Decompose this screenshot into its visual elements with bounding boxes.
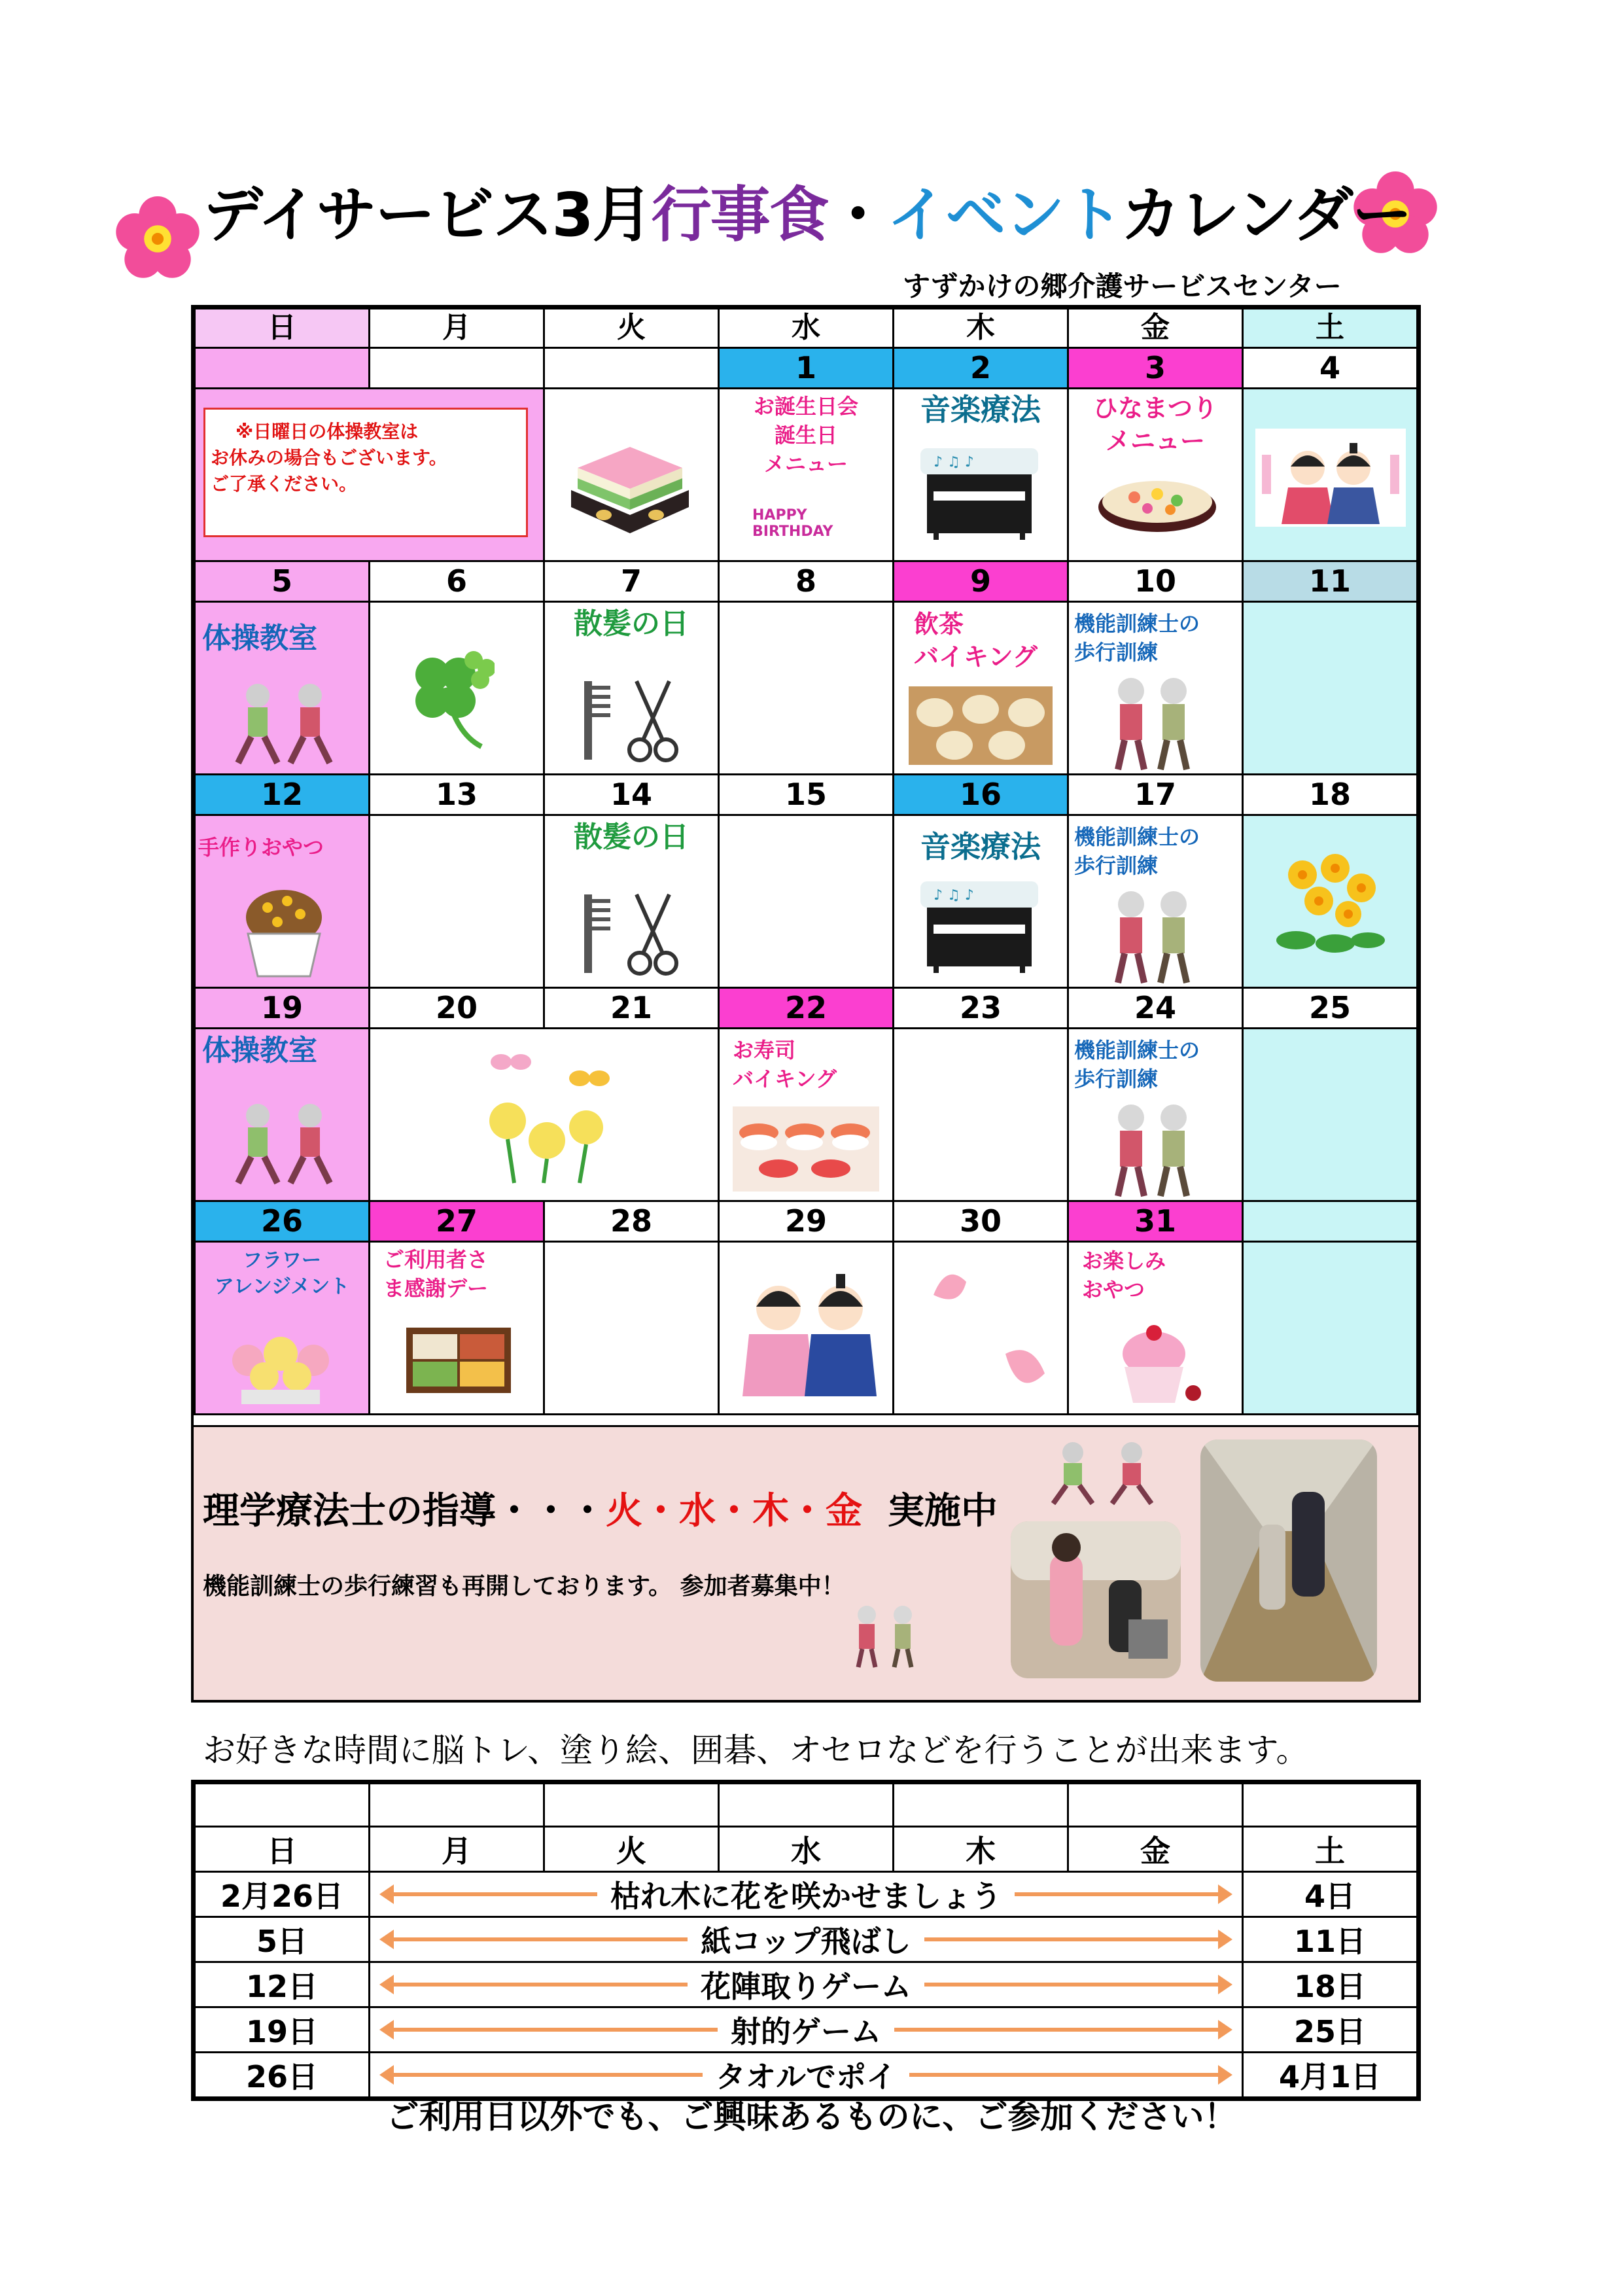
title-part: カレンダー [1120,180,1411,250]
event-label: ご利用者さ ま感謝デー [383,1247,489,1301]
date-cell: 16 [894,775,1068,815]
weekday-label: 土 [1243,309,1418,348]
weekday-label: 木 [894,1827,1068,1872]
weekday-label: 日 [195,309,370,348]
end-date: 4月1日 [1243,2053,1418,2098]
sushi-icon [733,1106,879,1192]
hishimochi-icon [565,429,695,540]
activity-name: 枯れ木に花を咲かせましょう [597,1873,1015,1916]
blank-cell [370,1784,544,1827]
page-title [203,167,1411,250]
day-cell [719,1029,894,1201]
weekday-label: 木 [894,309,1068,348]
date-cell: 17 [1068,775,1243,815]
plum-flower-icon [115,196,200,281]
day-cell [1243,602,1418,775]
date-cell: 12 [195,775,370,815]
activity-schedule [191,1780,1421,2101]
day-cell [544,1242,719,1415]
yellow-flowers-icon [1270,842,1387,953]
free-activities-note: お好きな時間に脳トレ、塗り絵、囲碁、オセロなどを行うことが出来ます。 [203,1731,1309,1769]
therapy-photo [1011,1521,1181,1678]
day-cell [544,602,719,775]
date-cell: 20 [370,988,544,1029]
title-part: 行事食 [651,180,828,250]
date-cell: 25 [1243,988,1418,1029]
event-label: 体操教室 [202,622,317,655]
date-cell: 11 [1243,561,1418,602]
date-cell: 14 [544,775,719,815]
title-part: ・ [828,180,887,250]
chirashi-sushi-icon [1095,461,1219,540]
hina-dolls-icon [733,1262,883,1400]
therapy-heading [203,1482,998,1534]
svg-text:♪ ♫ ♪: ♪ ♫ ♪ [934,454,974,470]
day-cell [370,1029,719,1201]
weekday-label: 水 [719,1827,894,1872]
date-cell [195,348,370,389]
date-cell: 28 [544,1201,719,1242]
walking-training-photo [1200,1439,1377,1682]
date-cell: 29 [719,1201,894,1242]
weekday-label: 土 [1243,1827,1418,1872]
title-part: イベント [886,180,1121,250]
event-label: お誕生日会 誕生日 メニュー [753,394,858,476]
hina-dolls-icon [1255,429,1406,527]
weekday-header-row [195,309,1418,348]
weekday-header-row [195,1827,1418,1872]
weekday-label: 金 [1068,309,1243,348]
activity-name: タオルでポイ [703,2053,909,2096]
start-date: 26日 [195,2053,370,2098]
notice-line: お休みの場合もございます。 [211,447,447,468]
clover-icon [396,642,495,760]
date-cell: 10 [1068,561,1243,602]
day-cell [370,602,544,775]
blank-cell [894,1784,1068,1827]
walking-seniors-icon [844,1603,929,1669]
day-cell [1243,1029,1418,1201]
date-cell: 21 [544,988,719,1029]
heading-days: 火・水・木・金 [606,1490,862,1532]
day-cell [894,1029,1068,1201]
weekday-label: 月 [370,1827,544,1872]
walking-seniors-icon [1095,1101,1213,1199]
date-cell: 9 [894,561,1068,602]
activity-row [195,1917,1418,1962]
start-date: 12日 [195,1962,370,2007]
day-cell [894,602,1068,775]
weekday-label: 火 [544,1827,719,1872]
blank-cell [1068,1784,1243,1827]
flower-arrangement-icon [222,1328,340,1406]
end-date: 18日 [1243,1962,1418,2007]
date-cell: 13 [370,775,544,815]
end-date: 4日 [1243,1872,1418,1917]
day-cell [1243,389,1418,561]
activity-name: 射的ゲーム [718,2008,894,2051]
date-cell: 26 [195,1201,370,1242]
activity-range [370,1872,1243,1917]
title-part: デイサービス3月 [203,180,652,250]
day-cell [719,602,894,775]
activity-name: 紙コップ飛ばし [688,1918,924,1961]
walking-seniors-icon [1095,888,1213,986]
svg-text:♪ ♫ ♪: ♪ ♫ ♪ [934,887,974,904]
exercise-seniors-icon [225,681,343,766]
bento-box-icon [403,1315,514,1400]
day-cell [544,815,719,988]
closing-message: ご利用日以外でも、ご興味あるものに、ご参加ください！ [386,2098,1237,2136]
date-cell: 19 [195,988,370,1029]
start-date: 19日 [195,2007,370,2053]
activity-row [195,1872,1418,1917]
event-label: 音楽療法 [920,829,1041,864]
event-label: 機能訓練士の 歩行訓練 [1074,1038,1200,1091]
event-label: 飲茶 バイキング [914,610,1038,671]
heading-text: 実施中 [888,1490,998,1532]
activity-row [195,1962,1418,2007]
date-cell: 22 [719,988,894,1029]
blank-cell [719,1784,894,1827]
day-cell [1068,1242,1243,1415]
day-cell [370,1242,544,1415]
date-cell: 5 [195,561,370,602]
date-cell: 3 [1068,348,1243,389]
date-cell: 6 [370,561,544,602]
end-date: 11日 [1243,1917,1418,1962]
cupcake-icon [1115,1321,1206,1406]
event-label: お楽しみ おやつ [1082,1248,1166,1302]
date-cell: 27 [370,1201,544,1242]
piano-icon [914,875,1045,980]
sakura-petals-icon [920,1256,1051,1413]
sunday-notice [203,408,528,537]
activity-row [195,2007,1418,2053]
exercise-seniors-icon [1040,1439,1164,1505]
notice-line: ※日曜日の体操教室は [236,421,419,442]
piano-icon [914,442,1045,546]
dandelion-butterflies-icon [468,1042,625,1193]
weekday-label: 金 [1068,1827,1243,1872]
date-cell: 18 [1243,775,1418,815]
date-cell: 7 [544,561,719,602]
date-cell: 24 [1068,988,1243,1029]
date-cell: 2 [894,348,1068,389]
date-cell [544,348,719,389]
date-cell: 31 [1068,1201,1243,1242]
dim-sum-icon [909,686,1053,765]
date-cell [370,348,544,389]
blank-cell [195,1784,370,1827]
weekday-label: 日 [195,1827,370,1872]
day-cell [719,389,894,561]
day-cell [894,1242,1068,1415]
day-cell [719,1242,894,1415]
walking-seniors-icon [1095,675,1213,773]
start-date: 5日 [195,1917,370,1962]
event-label: お寿司 バイキング [733,1038,837,1091]
blank-row [195,1784,1418,1827]
event-label: 散髪の日 [574,607,689,641]
cupcake-icon [235,881,333,980]
date-cell: 8 [719,561,894,602]
date-cell: 1 [719,348,894,389]
heading-text: 理学療法士の指導・・・ [203,1490,606,1532]
notice-cell [195,389,544,561]
notice-line: ご了承ください。 [211,473,358,495]
blank-cell [544,1784,719,1827]
activity-range [370,1962,1243,2007]
event-label: ひなまつり メニュー [1092,394,1217,455]
event-label: 機能訓練士の 歩行訓練 [1074,824,1200,878]
happy-birthday-badge: HAPPY BIRTHDAY [752,507,833,540]
event-label: フラワー アレンジメント [214,1249,350,1298]
activity-name: 花陣取りゲーム [688,1963,924,2006]
day-cell [195,815,370,988]
event-label: 機能訓練士の 歩行訓練 [1074,611,1200,665]
day-cell [1068,389,1243,561]
end-date: 25日 [1243,2007,1418,2053]
day-cell [195,1242,370,1415]
day-cell [195,602,370,775]
day-cell [544,389,719,561]
weekday-label: 月 [370,309,544,348]
event-label: 散髪の日 [574,821,689,854]
day-cell [370,815,544,988]
date-cell [1243,1201,1418,1242]
exercise-seniors-icon [225,1101,343,1186]
therapy-subtext: 機能訓練士の歩行練習も再開しております。 参加者募集中！ [203,1573,845,1600]
blank-cell [1243,1784,1418,1827]
day-cell [1243,1242,1418,1415]
event-label: 体操教室 [202,1034,317,1067]
date-cell: 4 [1243,348,1418,389]
day-cell [195,1029,370,1201]
activity-range [370,1917,1243,1962]
date-cell: 23 [894,988,1068,1029]
start-date: 2月26日 [195,1872,370,1917]
date-cell: 15 [719,775,894,815]
facility-name: すずかけの郷介護サービスセンター [903,270,1342,302]
activity-range [370,2007,1243,2053]
day-cell [1068,815,1243,988]
day-cell [719,815,894,988]
day-cell [894,389,1068,561]
weekday-label: 水 [719,309,894,348]
comb-scissors-icon [571,881,689,980]
day-cell [1068,1029,1243,1201]
day-cell [1068,602,1243,775]
comb-scissors-icon [571,668,689,766]
day-cell [1243,815,1418,988]
day-cell [894,815,1068,988]
event-label: 手作りおやつ [198,835,324,860]
event-label: 音楽療法 [920,392,1041,427]
date-cell: 30 [894,1201,1068,1242]
weekday-label: 火 [544,309,719,348]
